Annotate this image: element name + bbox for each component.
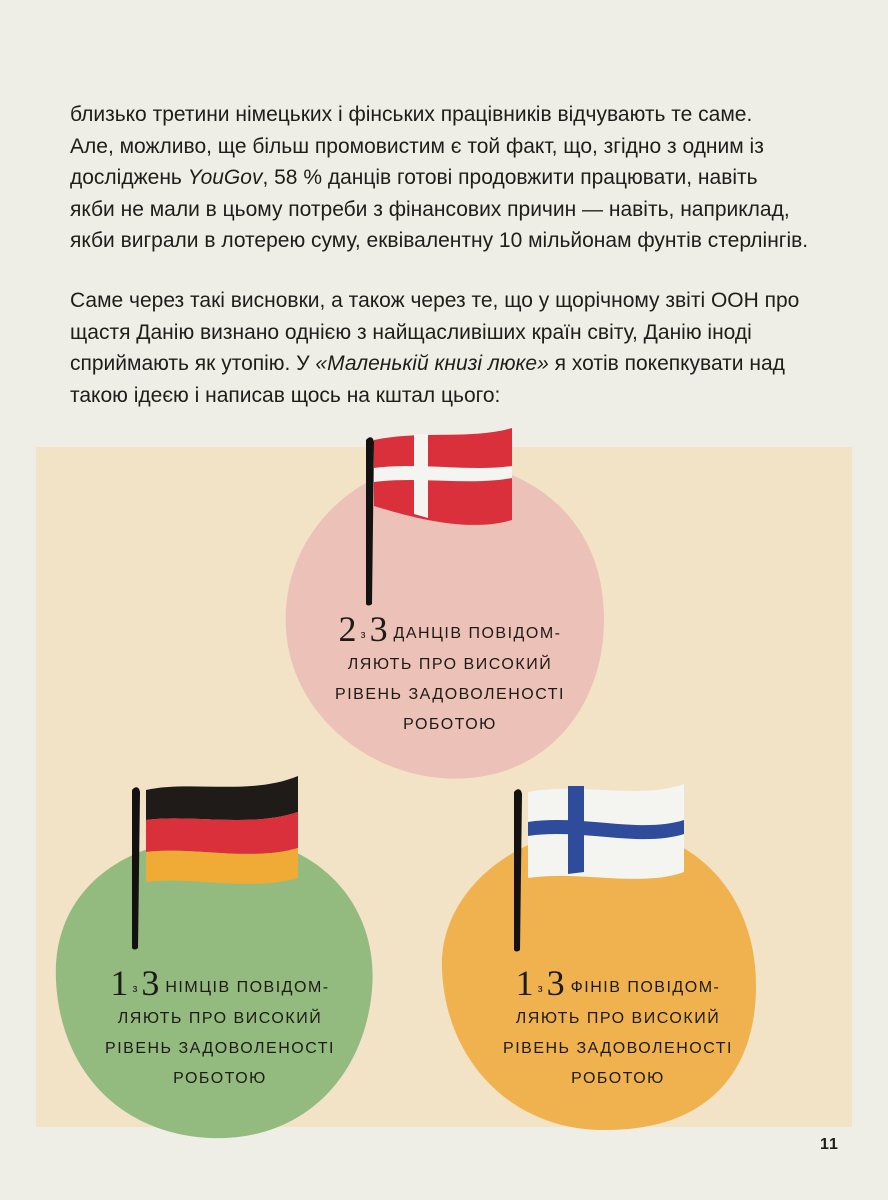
book-title-emphasis: «Маленькій книзі люке»	[315, 352, 549, 375]
stat-denominator: 3	[546, 963, 565, 1003]
text-line: близько третини німецьких і фінських працівників відчувають те саме.	[70, 103, 753, 126]
text-run: сприймають як утопію. У	[70, 352, 316, 375]
stat-of: з	[537, 983, 543, 995]
text-line: щастя Данію визнано однією з найщасливіших країн світу, Данію іноді	[70, 320, 752, 344]
stat-line: РІВЕНЬ ЗАДОВОЛЕНОСТІ	[335, 686, 565, 703]
stat-line: ЛЯЮТЬ ПРО ВИСОКИЙ	[347, 656, 553, 673]
text-line: якби виграли в лотерею суму, еквівалентну 10 мільйонам фунтів стерлінгів.	[70, 229, 809, 252]
text-line: якби не мали в цьому потреби з фінансових причин — навіть, наприклад,	[70, 197, 790, 221]
yougov-emphasis: YouGov	[187, 166, 263, 189]
stat-text: ФІНІВ ПОВІДОМ-	[570, 979, 721, 996]
stat-of: з	[132, 983, 138, 995]
text-line: Саме через такі висновки, а також через те, що у щорічному звіті ООН про	[70, 289, 800, 312]
text-run: я хотів покепкувати над	[548, 352, 785, 375]
stat-numerator: 1	[110, 963, 129, 1003]
text-run: досліджень	[70, 166, 188, 189]
stat-numerator: 1	[515, 963, 534, 1003]
stat-line: ЛЯЮТЬ ПРО ВИСОКИЙ	[515, 1010, 721, 1027]
text-line: Але, можливо, ще більш промовистим є той факт, що, згідно з одним із	[70, 134, 764, 158]
page-number: 11	[820, 1136, 839, 1153]
stat-line: РОБОТОЮ	[571, 1070, 665, 1087]
stat-of: з	[360, 629, 366, 641]
stat-line	[300, 609, 600, 650]
stat-line	[70, 963, 370, 1004]
finland-stat	[468, 963, 768, 1094]
stat-denominator: 3	[141, 963, 160, 1003]
stat-line: РІВЕНЬ ЗАДОВОЛЕНОСТІ	[503, 1040, 733, 1057]
stat-numerator: 2	[338, 609, 357, 649]
stat-line: ЛЯЮТЬ ПРО ВИСОКИЙ	[117, 1010, 323, 1027]
denmark-stat	[300, 609, 600, 740]
stat-text: НІМЦІВ ПОВІДОМ-	[165, 979, 330, 996]
stat-line: РОБОТОЮ	[403, 716, 497, 733]
stat-line	[468, 963, 768, 1004]
stat-text: ДАНЦІВ ПОВІДОМ-	[393, 625, 562, 642]
germany-stat	[70, 963, 370, 1094]
stat-denominator: 3	[369, 609, 388, 649]
text-line: такою ідеєю і написав щось на кштал цього:	[70, 383, 501, 407]
stat-line: РОБОТОЮ	[173, 1070, 267, 1087]
stat-line: РІВЕНЬ ЗАДОВОЛЕНОСТІ	[105, 1040, 335, 1057]
text-run: , 58 % данців готові продовжити працювати, навіть	[262, 166, 758, 189]
